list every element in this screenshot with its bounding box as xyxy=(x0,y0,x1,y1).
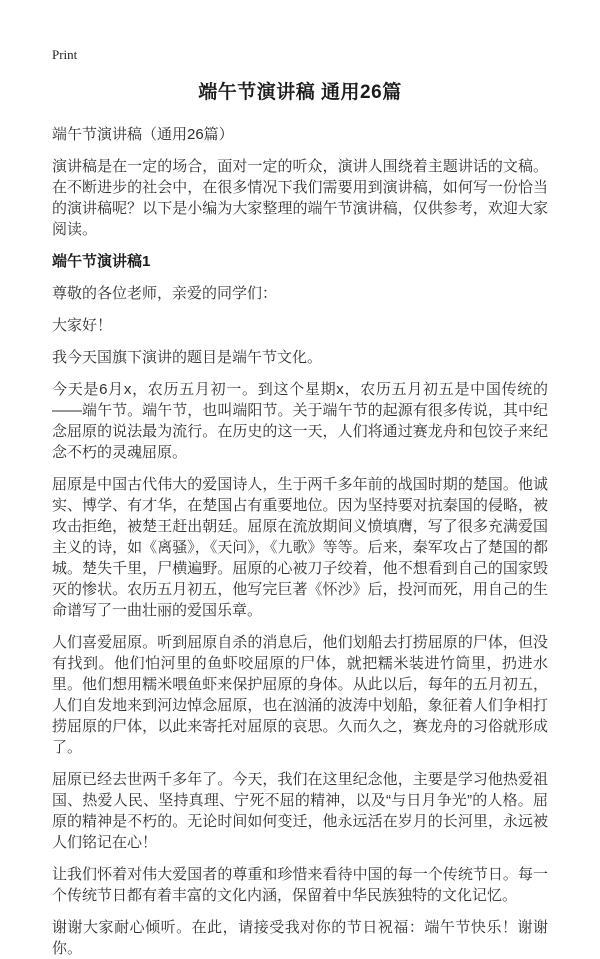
intro-paragraph: 演讲稿是在一定的场合，面对一定的听众，演讲人围绕着主题讲话的文稿。在不断进步的社会中，在很多情况下我们需要用到演讲稿，如何写一份恰当的演讲稿呢？以下是小编为大家整理的端午节演讲稿，仅供参考，欢迎大家阅读。 xyxy=(52,158,548,238)
paragraph-spirit: 屈原已经去世两千多年了。今天，我们在这里纪念他，主要是学习他热爱祖国、热爱人民、坚持真理、宁死不屈的精神，以及“与日月争光”的人格。屈原的精神是不朽的。无论时间如何变迁，他永远活在岁月的长河里，永远被人们铭记在心！ xyxy=(52,771,548,851)
section-heading-speech-1: 端午节演讲稿1 xyxy=(52,253,151,270)
paragraph-festival-origin: 今天是6月x，农历五月初一。到这个星期x，农历五月初五是中国传统的——端午节。端午节，也叫端阳节。关于端午节的起源有很多传说，其中纪念屈原的说法最为流行。在历史的这一天，人们将通过赛龙舟和包饺子来纪念不朽的灵魂屈原。 xyxy=(52,381,548,461)
document-subtitle: 端午节演讲稿（通用26篇） xyxy=(52,126,234,143)
print-button[interactable]: Print xyxy=(52,47,78,62)
paragraph-greeting: 大家好！ xyxy=(52,317,113,334)
page-title: 端午节演讲稿 通用26篇 xyxy=(198,82,402,103)
paragraph-quyuan-biography: 屈原是中国古代伟大的爱国诗人，生于两千多年前的战国时期的楚国。他诚实、博学、有才华，在楚国占有重要地位。因为坚持要对抗秦国的侵略，被攻击拒绝，被楚王赶出朝廷。屈原在流放期间义愤填膺，写了很多充满爱国主义的诗，如《离骚》，《天问》，《九歌》等等。后来，秦军攻占了楚国的都城。楚失千里，尸横遍野。屈原的心被刀子绞着，他不想看到自己的国家毁灭的惨状。农历五月初五，他写完巨著《怀沙》后，投河而死，用自己的生命谱写了一曲壮丽的爱国乐章。 xyxy=(52,476,548,619)
paragraph-closing: 谢谢大家耐心倾听。在此，请接受我对你的节日祝福：端午节快乐！谢谢你。 xyxy=(52,919,548,957)
paragraph-topic: 我今天国旗下演讲的题目是端午节文化。 xyxy=(52,349,323,366)
paragraph-tradition: 让我们怀着对伟大爱国者的尊重和珍惜来看待中国的每一个传统节日。每一个传统节日都有着丰富的文化内涵，保留着中华民族独特的文化记忆。 xyxy=(52,866,548,904)
paragraph-salutation: 尊敬的各位老师，亲爱的同学们： xyxy=(52,285,278,302)
paragraph-customs: 人们喜爱屈原。听到屈原自杀的消息后，他们划船去打捞屈原的尸体，但没有找到。他们怕河里的鱼虾咬屈原的尸体，就把糯米装进竹筒里，扔进水里。他们想用糯米喂鱼虾来保护屈原的身体。从此以后，每年的五月初五，人们自发地来到河边悼念屈原，也在汹涌的波涛中划船，象征着人们争相打捞屈原的尸体，以此来寄托对屈原的哀思。久而久之，赛龙舟的习俗就形成了。 xyxy=(52,634,548,756)
